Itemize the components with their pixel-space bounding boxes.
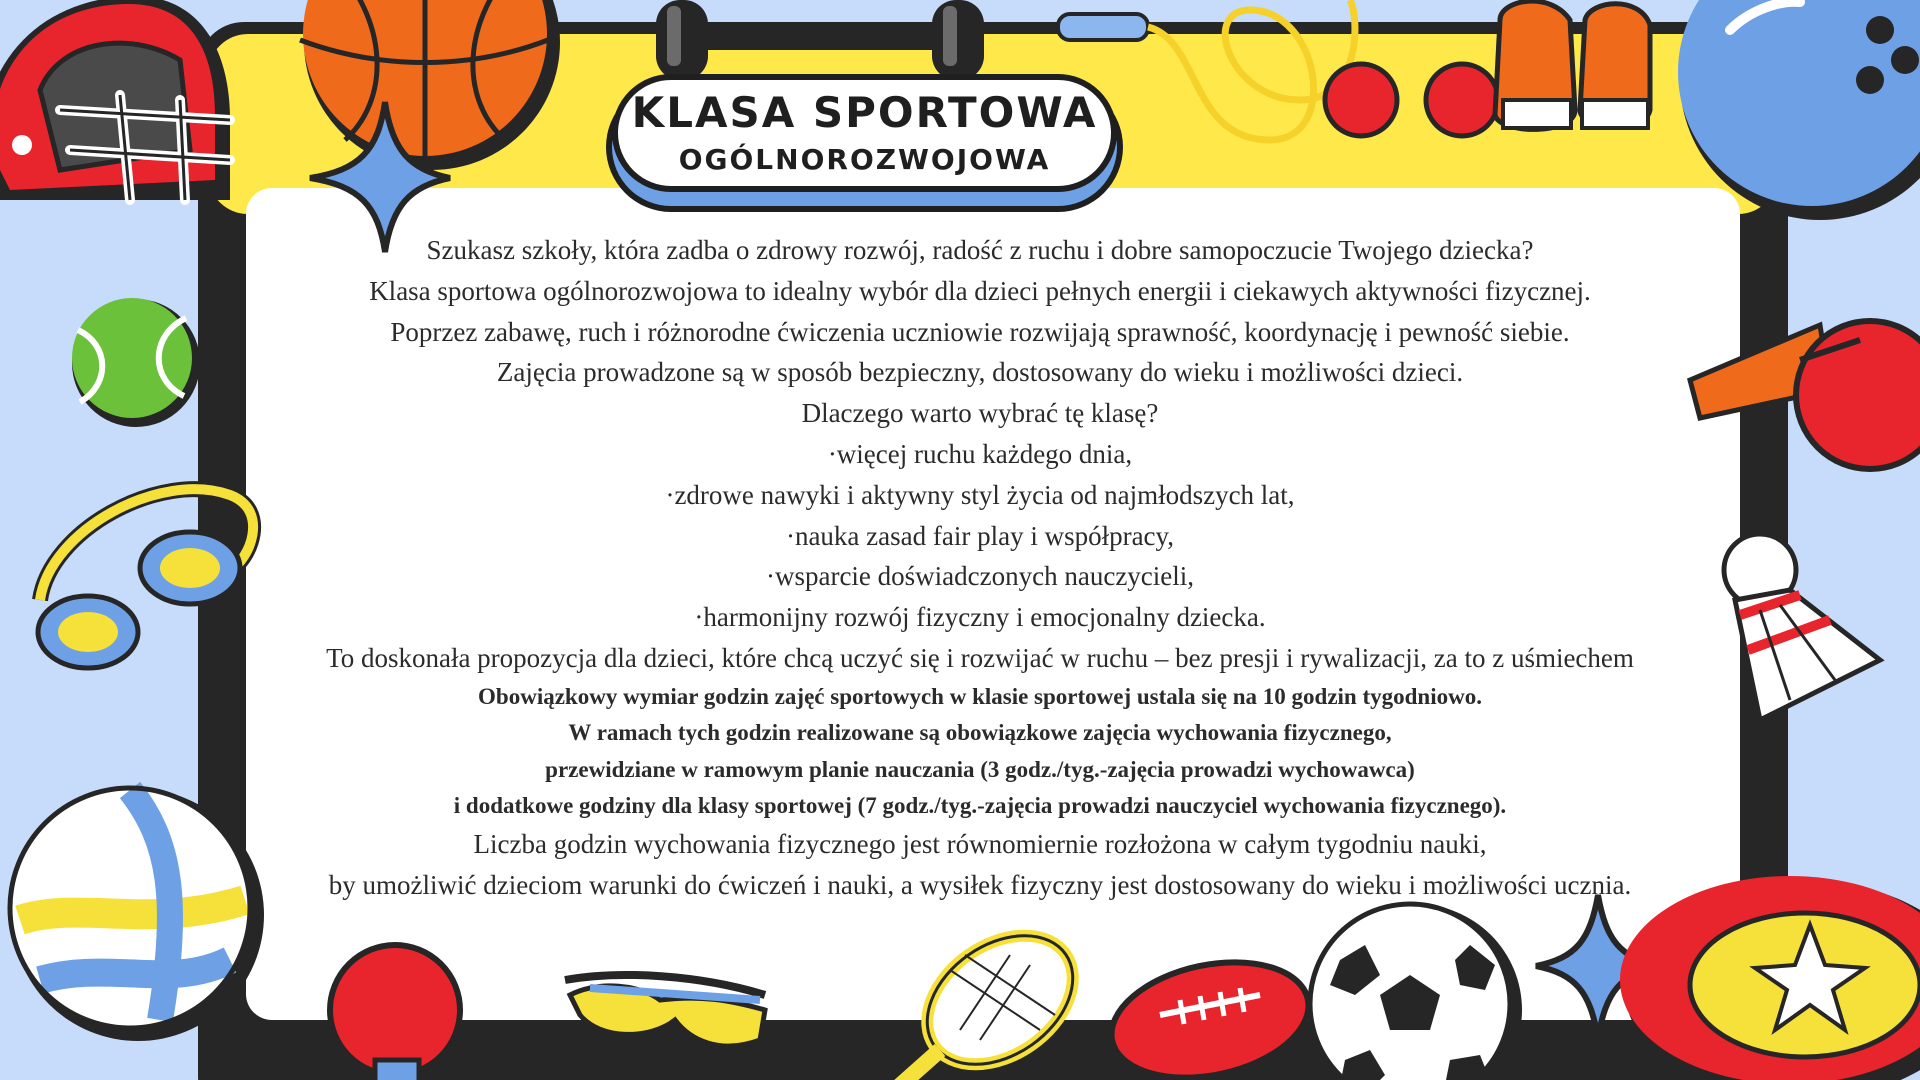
reason-item: ·nauka zasad fair play i współpracy,: [785, 520, 1175, 551]
intro-line: Zajęcia prowadzone są w sposób bezpieczny, dostosowany do wieku i możliwości dzieci.: [496, 357, 1464, 388]
summary-line: To doskonała propozycja dla dzieci, które chcą uczyć się i rozwijać w ruchu – bez presji i rywalizacji, za to z uśmiechem: [326, 642, 1634, 673]
closing-line: by umożliwić dzieciom warunki do ćwiczeń i nauki, a wysiłek fizyczny jest dostosowany do wieku i możliwości ucznia.: [328, 870, 1632, 901]
reason-item: ·więcej ruchu każdego dnia,: [827, 438, 1133, 469]
reason-item: ·wsparcie doświadczonych nauczycieli,: [765, 561, 1195, 592]
reason-item: ·harmonijny rozwój fizyczny i emocjonalny dziecka.: [694, 602, 1266, 633]
intro-line: Klasa sportowa ogólnorozwojowa to idealny wybór dla dzieci pełnych energii i ciekawych aktywności fizycznej.: [369, 275, 1591, 306]
football-helmet-icon: [0, 0, 230, 200]
page-subtitle: OGÓLNOROZWOJOWA: [678, 142, 1051, 176]
hours-line: i dodatkowe godziny dla klasy sportowej (7 godz./tyg.-zajęcia prowadzi nauczyciel wychowania fizycznego).: [453, 792, 1507, 818]
closing-line: Liczba godzin wychowania fizycznego jest równomiernie rozłożona w całym tygodniu nauki,: [473, 829, 1487, 860]
hours-line: Obowiązkowy wymiar godzin zajęć sportowych w klasie sportowej ustala się na 10 godzin tygodniowo.: [478, 683, 1482, 709]
intro-line: Poprzez zabawę, ruch i różnorodne ćwiczenia uczniowie rozwijają sprawność, koordynację i pewność siebie.: [390, 316, 1570, 347]
hours-line: przewidziane w ramowym planie nauczania (3 godz./tyg.-zajęcia prowadzi wychowawca): [545, 756, 1415, 782]
ping-pong-paddle-icon: [330, 945, 460, 1080]
why-heading: Dlaczego warto wybrać tę klasę?: [801, 398, 1159, 429]
description-text: [220, 230, 1740, 906]
title-badge: [612, 74, 1117, 192]
intro-line: Szukasz szkoły, która zadba o zdrowy rozwój, radość z ruchu i dobre samopoczucie Twojego dziecka?: [426, 235, 1534, 265]
page-title: KLASA SPORTOWA: [631, 88, 1098, 138]
boxing-gloves-icon: [1495, 1, 1650, 129]
reason-item: ·zdrowe nawyki i aktywny styl życia od najmłodszych lat,: [665, 479, 1295, 510]
tennis-ball-icon: [72, 298, 200, 427]
hours-line: W ramach tych godzin realizowane są obowiązkowe zajęcia wychowania fizycznego,: [568, 720, 1392, 746]
